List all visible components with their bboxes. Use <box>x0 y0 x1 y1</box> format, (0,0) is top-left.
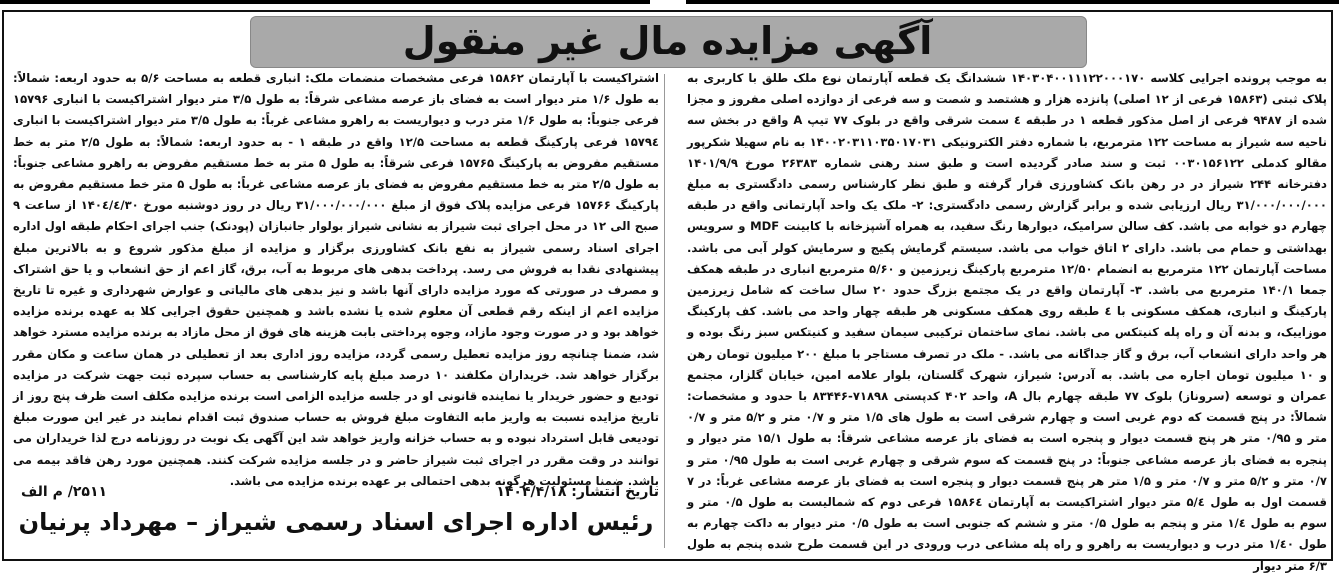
signature-line: رئیس اداره اجرای اسناد رسمی شیراز – مهرداد پرنیان <box>18 508 654 536</box>
top-rule-right <box>686 0 1339 4</box>
notice-title: آگهی مزایده مال غیر منقول <box>402 19 933 63</box>
top-rule-left <box>0 0 650 4</box>
notice-body-right-column: به موجب پرونده اجرایی کلاسه ۱۴۰۳۰۴۰۰۱۱۱۲۲۰۰۰۱۷۰ ششدانگ یک قطعه آپارتمان نوع ملک طلق با کاربری به پلاک ثبتی (۱۵۸۶۳ فرعی از ۱۲ اصلی) پانزده هزار و هشتصد و شصت و سه فرعی از دوازده اصلی مفروز و مجزا شده از ۹۴۸۷ فرعی از اصل مذکور قطعه ۱ در طبقه ٤ سمت شرقی واقع در بلوک ۷۷ تیپ A واقع در بخش سه ناحیه سه شیراز به مساحت ۱۲۲ مترمربع، با شماره دفتر الکترونیکی ۱۴۰۰۲۰۳۱۱۰۳۵۰۱۷۰۳۱ به نام سهیلا شکرپور مقالو کدملی ۰۰۳۰۱۵۶۱۲۲ ثبت و سند صادر گردیده است و طبق سند رهنی شماره ۲۶۳۸۳ مورخ ۱۴۰۱/۹/۹ دفترخانه ۲۴۴ شیراز در در رهن بانک کشاورزی قرار گرفته و طبق نظر کارشناس رسمی دادگستری به مبلغ ۳۱/۰۰۰/۰۰۰/۰۰۰ ریال ارزیابی شده و برابر گزارش رسمی دادگستری: ۲- ملک یک واحد آپارتمانی واقع در طبقه چهارم دو خوابه می باشد. کف سالن سرامیک، دیوارها رنگ سفید، به همراه آشپزخانه با کابینت MDF و سرویس بهداشتی و حمام می باشد. دارای ۲ اتاق خواب می باشد. سیستم گرمایش پکیج و سرمایش کولر آبی می باشد. مساحت آپارتمان ۱۲۲ مترمربع به انضمام ۱۲/۵۰ مترمربع پارکینگ زیرزمین و ۵/۶۰ مترمربع انباری در طبقه همکف جمعا ۱۴۰/۱ مترمربع می باشد. ۳- آپارتمان واقع در یک مجتمع بزرگ حدود ۲۰ سال ساخت که شامل زیرزمین پارکینگ و انباری، همکف مسکونی با ٤ طبقه روی همکف مسکونی هر طبقه چهار واحد می باشد. کف پارکینگ موزاییک، و بدنه آن و راه پله کنیتکس می باشد. نمای ساختمان ترکیبی سیمان سفید و کنیتکس سبز رنگ بوده و هر واحد دارای انشعاب آب، برق و گاز جداگانه می باشد. - ملک در تصرف مستاجر با مبلغ ۲۰۰ میلیون تومان رهن و ۱۰ میلیون تومان اجاره می باشد. به آدرس: شیراز، شهرک گلستان، بلوار علامه امین، خیابان گلزار، مجتمع عمران و توسعه (سروناز) بلوک ۷۷ طبقه چهارم بال A، واحد ۴۰۲ کدپستی ۷۱۸۹۸-۸۳۴۴۶ با حدود و مشخصات: شمالاً: در پنج قسمت که دوم غربی است و چهارم شرقی است به طول های ۱/۵ متر و ۰/۷ متر و ۵/۲ متر و ۰/۷ متر و ۰/۹۵ متر هر پنج قسمت دیوار و پنجره است به فضای باز عرصه مشاعی شرقاً: به طول ۱۵/۱ متر دیوار و پنجره به فضای باز عرصه مشاعی جنوباً: در پنج قسمت که سوم شرقی و چهارم غربی است به طول ۰/۹۵ متر و ۰/۷ متر و ۵/۲ متر و ۰/۷ متر و ۱/۵ متر هر پنج قسمت دیوار و پنجره است به فضای باز عرصه مشاعی غرباً: در ۷ قسمت اول به طول ۵/٤ متر دیوار اشتراکیست به آپارتمان ۱۵۸۶٤ فرعی دوم که شمالیست به طول ۰/۵ متر و سوم به طول ۱/٤ متر و پنجم به طول ۰/۵ متر و ششم که جنوبی است به طول ۰/۵ متر دیوار به داکت چهارم به طول ۱/٤۰ متر درب و دیواریست به راهرو و راه پله مشاعی درب ورودی در این قسمت طرح شده پنجم به طول ۶/۳ متر دیوار <box>687 71 1328 573</box>
reference-number: ۲۵۱۱/ م الف <box>21 484 108 500</box>
publication-date: تاریخ انتشار: ۱۴۰۴/۴/۱۸ <box>496 484 659 500</box>
notice-body-left-column: اشتراکیست با آپارتمان ۱۵۸۶۲ فرعی مشخصات منضمات ملک: انباری قطعه به مساحت ۵/۶ به حدود اربعه: شمالاً: به طول ۱/۶ متر دیوار است به فضای باز عرصه مشاعی شرقاً: به طول ۳/۵ متر دیوار اشتراکیست با انباری ۱۵۷۹۶ فرعی جنوباً: به طول ۱/۶ متر درب و دیواریست به راهرو مشاعی غرباً: به طول ۳/۵ متر دیوار اشتراکیست با انباری ۱۵۷۹٤ فرعی پارکینگ قطعه به مساحت ۱۲/۵ واقع در طبقه ۱ - به حدود اربعه: شمالاً: به طول ۲/۵ متر به خط مستقیم مفروض به پارکینگ ۱۵۷۶۵ فرعی شرقاً: به طول ۵ متر به خط مستقیم مفروض به راهرو مشاعی جنوباً: به طول ۲/۵ متر به خط مستقیم مفروض به فضای باز عرصه مشاعی غرباً: به طول ۵ متر خط مستقیم مفروض به پارکینگ ۱۵۷۶۶ فرعی مزایده پلاک فوق از مبلغ ۳۱/۰۰۰/۰۰۰/۰۰۰ ریال در روز دوشنبه مورخ ۱۴۰٤/٤/۳۰ از ساعت ۹ صبح الی ۱۲ در محل اجرای ثبت شیراز به نشانی شیراز بولوار جانبازان (پودنک) جنب اجرای احکام طبقه اول اداره اجرای اسناد رسمی شیراز به نفع بانک کشاورزی برگزار و مزایده از مبلغ مذکور شروع و به بالاترین مبلغ پیشنهادی نقدا به فروش می رسد. پرداخت بدهی های مربوط به آب، برق، گاز اعم از حق انشعاب و یا حق اشتراک و مصرف در صورتی که مورد مزایده دارای آنها باشد و نیز بدهی های مالیاتی و عوارض شهرداری و غیره تا تاریخ مزایده اعم از اینکه رقم قطعی آن معلوم شده یا نشده باشد و همچنین حقوق اجرایی کلا به عهده برنده مزایده خواهد بود و در صورت وجود مازاد، وجوه پرداختی بابت هزینه های فوق از محل مازاد به برنده مزایده مسترد خواهد شد، ضمنا چنانچه روز مزایده تعطیل رسمی گردد، مزایده روز اداری بعد از تعطیلی در همان ساعت و مکان مقرر برگزار خواهد شد. خریداران مکلفند ۱۰ درصد مبلغ پایه کارشناسی به حساب سپرده ثبت جهت شرکت در مزایده تودیع و حضور خریدار یا نماینده قانونی او در جلسه مزایده الزامی است برنده مزایده مکلف است ظرف پنج روز از تاریخ مزایده نسبت به واریز مابه التفاوت مبلغ فروش به حساب صندوق ثبت اقدام نمایند در غیر این صورت مبلغ تودیعی قابل استرداد نبوده و به حساب خزانه واریز خواهد شد این آگهی یک نوبت در روزنامه درج لذا خریداران می توانند در وقت مقرر در اجرای ثبت شیراز حاضر و در جلسه مزایده شرکت کنند. همچنین مورد رهن فاقد بیمه می باشد. ضمنا مسئولیت هرگونه بدهی احتمالی بر عهده برنده مزایده می باشد. <box>13 71 660 488</box>
column-divider <box>664 74 665 548</box>
